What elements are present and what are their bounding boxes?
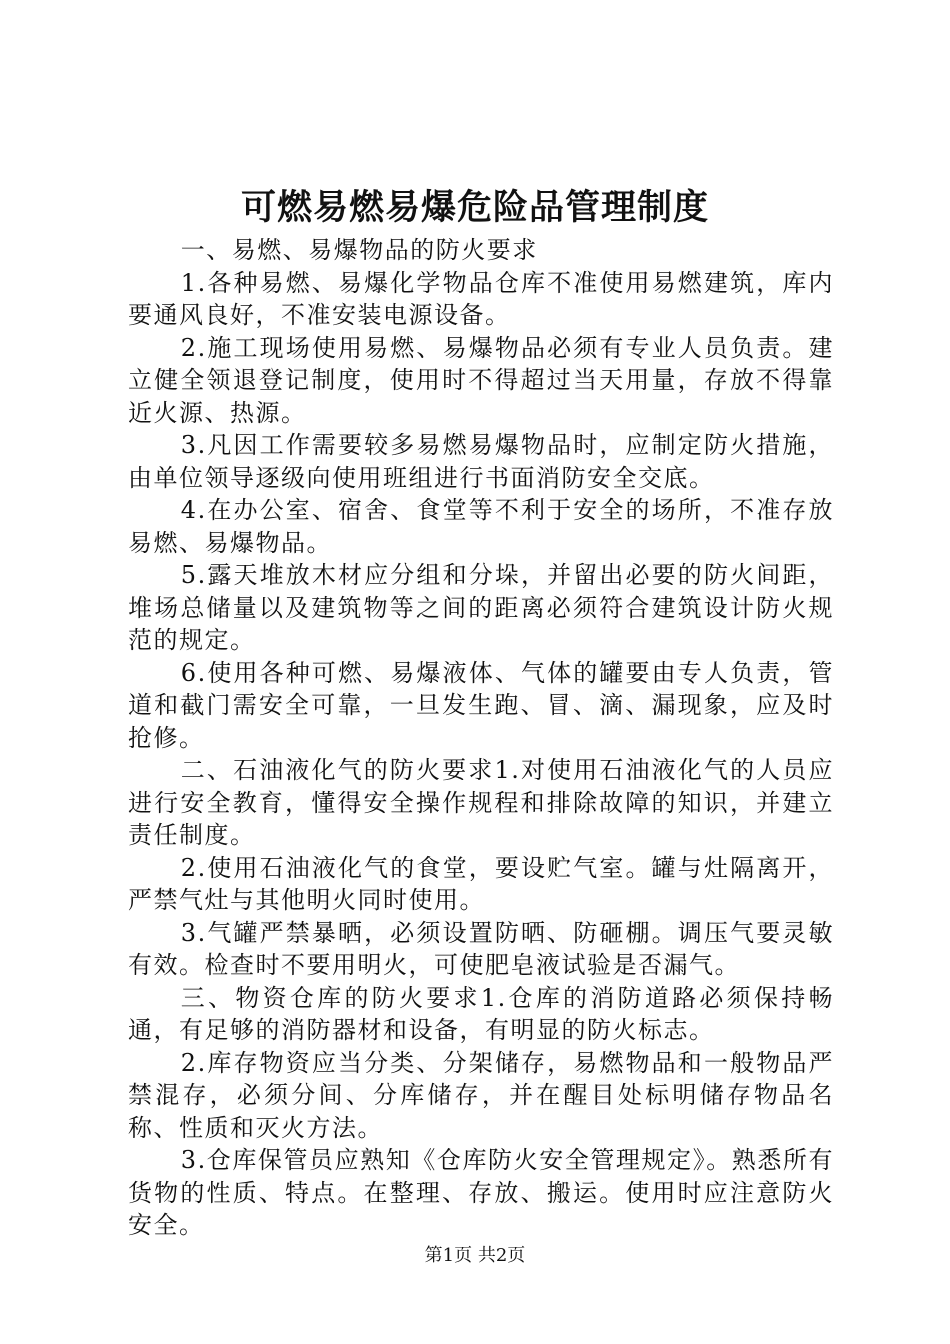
paragraph-3-2: 2.库存物资应当分类、分架储存，易燃物品和一般物品严禁混存，必须分间、分库储存，并在醒目处标明储存物品名称、性质和灭火方法。 [128,1048,834,1142]
paragraph-3-3: 3.仓库保管员应熟知《仓库防火安全管理规定》。熟悉所有货物的性质、特点。在整理、存放、搬运。使用时应注意防火安全。 [128,1146,834,1239]
paragraph-1-1: 1.各种易燃、易爆化学物品仓库不准使用易燃建筑，库内要通风良好，不准安装电源设备。 [128,268,834,329]
section-heading-1: 一、易燃、易爆物品的防火要求 [180,236,538,264]
paragraph-1-5: 5.露天堆放木材应分组和分垛，并留出必要的防火间距，堆场总储量以及建筑物等之间的距离必须符合建筑设计防火规范的规定。 [128,561,834,654]
section-2-paragraph-1: 二、石油液化气的防火要求1.对使用石油液化气的人员应进行安全教育，懂得安全操作规程和排除故障的知识，并建立责任制度。 [128,756,834,849]
section-3-paragraph-1: 三、物资仓库的防火要求1.仓库的消防道路必须保持畅通，有足够的消防器材和设备，有明显的防火标志。 [128,983,834,1044]
document-title: 可燃易燃易爆危险品管理制度 [240,188,709,228]
paragraph-2-2: 2.使用石油液化气的食堂，要设贮气室。罐与灶隔离开，严禁气灶与其他明火同时使用。 [128,853,834,914]
paragraph-1-3: 3.凡因工作需要较多易燃易爆物品时，应制定防火措施，由单位领导逐级向使用班组进行书面消防安全交底。 [128,431,834,492]
paragraph-2-3: 3.气罐严禁暴晒，必须设置防晒、防砸棚。调压气要灵敏有效。检查时不要用明火，可使肥皂液试验是否漏气。 [128,918,834,979]
paragraph-1-2: 2.施工现场使用易燃、易爆物品必须有专业人员负责。建立健全领退登记制度，使用时不得超过当天用量，存放不得靠近火源、热源。 [128,333,834,427]
paragraph-1-4: 4.在办公室、宿舍、食堂等不利于安全的场所，不准存放易燃、易爆物品。 [128,496,834,557]
paragraph-1-6: 6.使用各种可燃、易爆液体、气体的罐要由专人负责，管道和截门需安全可靠，一旦发生跑、冒、滴、漏现象，应及时抢修。 [128,658,834,752]
page-number-footer: 第1页 共2页 [424,1245,526,1266]
document-body [128,234,834,1242]
